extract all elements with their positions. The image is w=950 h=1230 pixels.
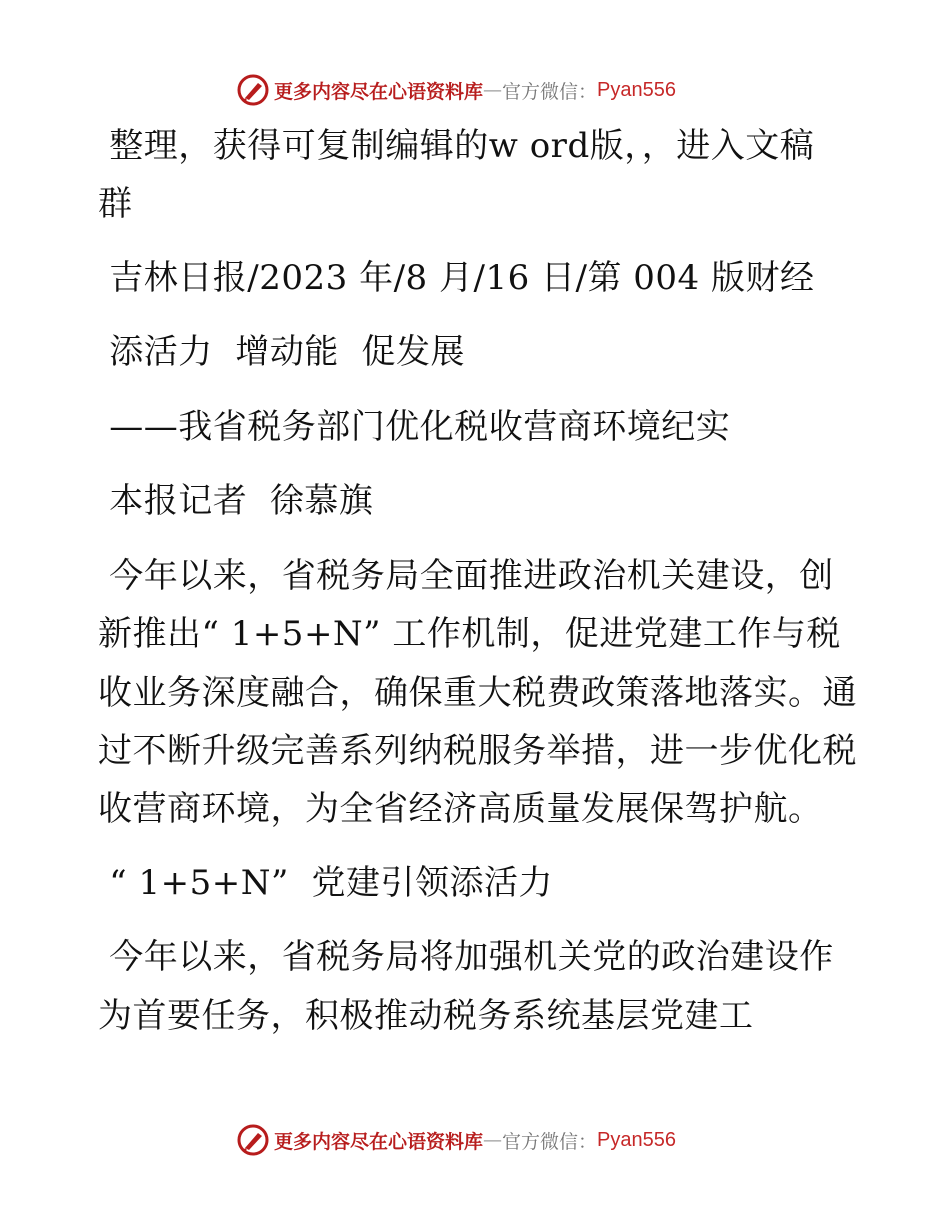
paragraph-line: 今年以来，省税务局全面推进政治机关建设，创 (98, 556, 834, 596)
watermark-separator: — (483, 79, 503, 101)
header-watermark (236, 72, 676, 108)
watermark-text: 更多内容尽在心语资料库 (274, 1130, 484, 1153)
watermark-contact-label: 官方微信： (502, 1130, 598, 1153)
subheadline: ——我省税务部门优化税收营商环境纪实 (98, 407, 731, 447)
dateline: 吉林日报/2023 年/8 月/16 日/第 004 版财经 (98, 258, 815, 298)
watermark-separator: — (483, 1129, 503, 1151)
section-heading: “ 1+5+N” 党建引领添活力 (98, 863, 553, 903)
text-line: 群 (98, 184, 133, 224)
watermark-text: 更多内容尽在心语资料库 (274, 80, 484, 103)
watermark-contact-label: 官方微信： (502, 80, 598, 103)
paragraph-line: 收营商环境，为全省经济高质量发展保驾护航。 (98, 789, 823, 829)
paragraph-line: 过不断升级完善系列纳税服务举措，进一步优化税 (98, 731, 857, 771)
headline: 添活力 增动能 促发展 (98, 332, 466, 372)
pen-logo-icon (236, 73, 270, 107)
watermark-contact-id: Pyan556 (597, 78, 676, 101)
paragraph-line: 收业务深度融合，确保重大税费政策落地落实。通 (98, 673, 857, 713)
watermark-contact-id: Pyan556 (597, 1128, 676, 1151)
paragraph-line: 为首要任务，积极推动税务系统基层党建工 (98, 996, 754, 1036)
footer-watermark (236, 1122, 676, 1158)
pen-logo-icon (236, 1123, 270, 1157)
byline: 本报记者 徐慕旗 (98, 481, 374, 521)
paragraph-line: 新推出“ 1+5+N” 工作机制，促进党建工作与税 (98, 614, 841, 654)
text-line: 整理，获得可复制编辑的w ord版，，进入文稿 (98, 126, 815, 166)
paragraph-line: 今年以来，省税务局将加强机关党的政治建设作 (98, 937, 834, 977)
